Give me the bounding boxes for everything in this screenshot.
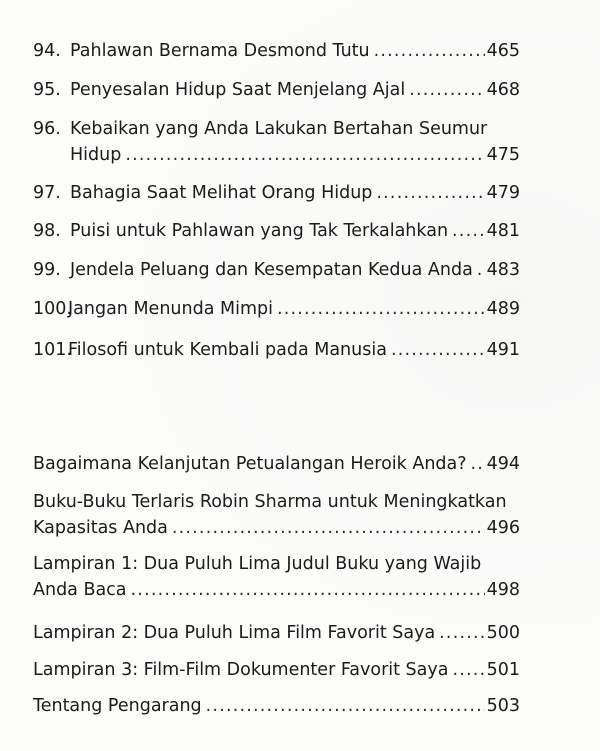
entry-number: 100.	[33, 299, 72, 319]
page-number: 468	[486, 80, 520, 100]
entry-title-leader	[33, 693, 520, 719]
entry-title-line: Buku-Buku Terlaris Robin Sharma untuk Meningkatkan	[33, 492, 507, 512]
entry-title-leader	[70, 38, 520, 64]
entry-title-leader	[68, 296, 520, 322]
entry-number: 101.	[33, 340, 72, 360]
dot-leader	[391, 337, 485, 363]
toc-entry	[0, 451, 600, 483]
entry-title-leader	[68, 337, 520, 363]
toc-entry	[0, 116, 600, 174]
dot-leader	[125, 142, 484, 168]
page-number: 503	[486, 696, 520, 716]
entry-title-leader	[70, 77, 520, 103]
page-number: 491	[486, 340, 520, 360]
toc-entry	[0, 38, 600, 70]
dot-leader	[206, 693, 485, 719]
entry-title-leader	[33, 451, 520, 477]
entry-title-line: Kapasitas Anda	[33, 518, 168, 538]
page-number: 498	[486, 580, 520, 600]
entry-number: 98.	[33, 221, 61, 241]
dot-leader	[131, 577, 485, 603]
toc-entry	[0, 620, 600, 652]
entry-title-line: Lampiran 1: Dua Puluh Lima Judul Buku yang Wajib	[33, 554, 482, 574]
toc-entry	[0, 180, 600, 212]
entry-title-leader	[70, 218, 520, 244]
toc-entry	[0, 657, 600, 689]
entry-title-line: Bagaimana Kelanjutan Petualangan Heroik Anda?	[33, 454, 467, 474]
dot-leader	[439, 620, 484, 646]
toc-entry	[0, 296, 600, 328]
toc-entry	[0, 551, 600, 609]
entry-title-line: Tentang Pengarang	[33, 696, 202, 716]
page-number: 501	[486, 660, 520, 680]
dot-leader	[471, 451, 485, 477]
entry-title-leader	[33, 620, 520, 646]
dot-leader	[277, 296, 485, 322]
page-number: 496	[486, 518, 520, 538]
page-number: 489	[486, 299, 520, 319]
page-number: 479	[486, 183, 520, 203]
entry-number: 97.	[33, 183, 61, 203]
page-number: 481	[486, 221, 520, 241]
entry-number: 96.	[33, 119, 61, 139]
entry-number: 94.	[33, 41, 61, 61]
entry-title-line: Anda Baca	[33, 580, 127, 600]
entry-title-leader	[70, 142, 520, 168]
entry-title-line: Filosofi untuk Kembali pada Manusia	[68, 340, 387, 360]
toc-entry	[0, 337, 600, 369]
entry-title-line: Pahlawan Bernama Desmond Tutu	[70, 41, 370, 61]
page-number: 500	[486, 623, 520, 643]
toc-entry	[0, 218, 600, 250]
entry-title-line: Lampiran 3: Film-Film Dokumenter Favorit Saya	[33, 660, 449, 680]
dot-leader	[374, 38, 485, 64]
entry-title-line: Lampiran 2: Dua Puluh Lima Film Favorit Saya	[33, 623, 436, 643]
page-number: 494	[486, 454, 520, 474]
dot-leader	[409, 77, 484, 103]
entry-title-line: Penyesalan Hidup Saat Menjelang Ajal	[70, 80, 406, 100]
dot-leader	[376, 180, 484, 206]
entry-title-leader	[33, 577, 520, 603]
entry-title-leader	[33, 515, 520, 541]
toc-entry	[0, 489, 600, 547]
entry-number: 95.	[33, 80, 61, 100]
entry-title-line: Bahagia Saat Melihat Orang Hidup	[70, 183, 373, 203]
page-number: 465	[486, 41, 520, 61]
dot-leader	[452, 657, 484, 683]
entry-title-leader	[70, 257, 520, 283]
entry-title-line: Jangan Menunda Mimpi	[68, 299, 273, 319]
entry-title-line: Jendela Peluang dan Kesempatan Kedua Anda	[70, 260, 473, 280]
toc-entry	[0, 257, 600, 289]
page-number: 483	[486, 260, 520, 280]
toc-entry	[0, 693, 600, 725]
entry-title-line: Hidup	[70, 145, 122, 165]
entry-title-line: Puisi untuk Pahlawan yang Tak Terkalahkan	[70, 221, 449, 241]
entry-title-line: Kebaikan yang Anda Lakukan Bertahan Seumur	[70, 119, 488, 139]
toc-entry	[0, 77, 600, 109]
dot-leader	[172, 515, 485, 541]
entry-number: 99.	[33, 260, 61, 280]
dot-leader	[477, 257, 485, 283]
page-number: 475	[486, 145, 520, 165]
entry-title-leader	[33, 657, 520, 683]
dot-leader	[452, 218, 485, 244]
entry-title-leader	[70, 180, 520, 206]
